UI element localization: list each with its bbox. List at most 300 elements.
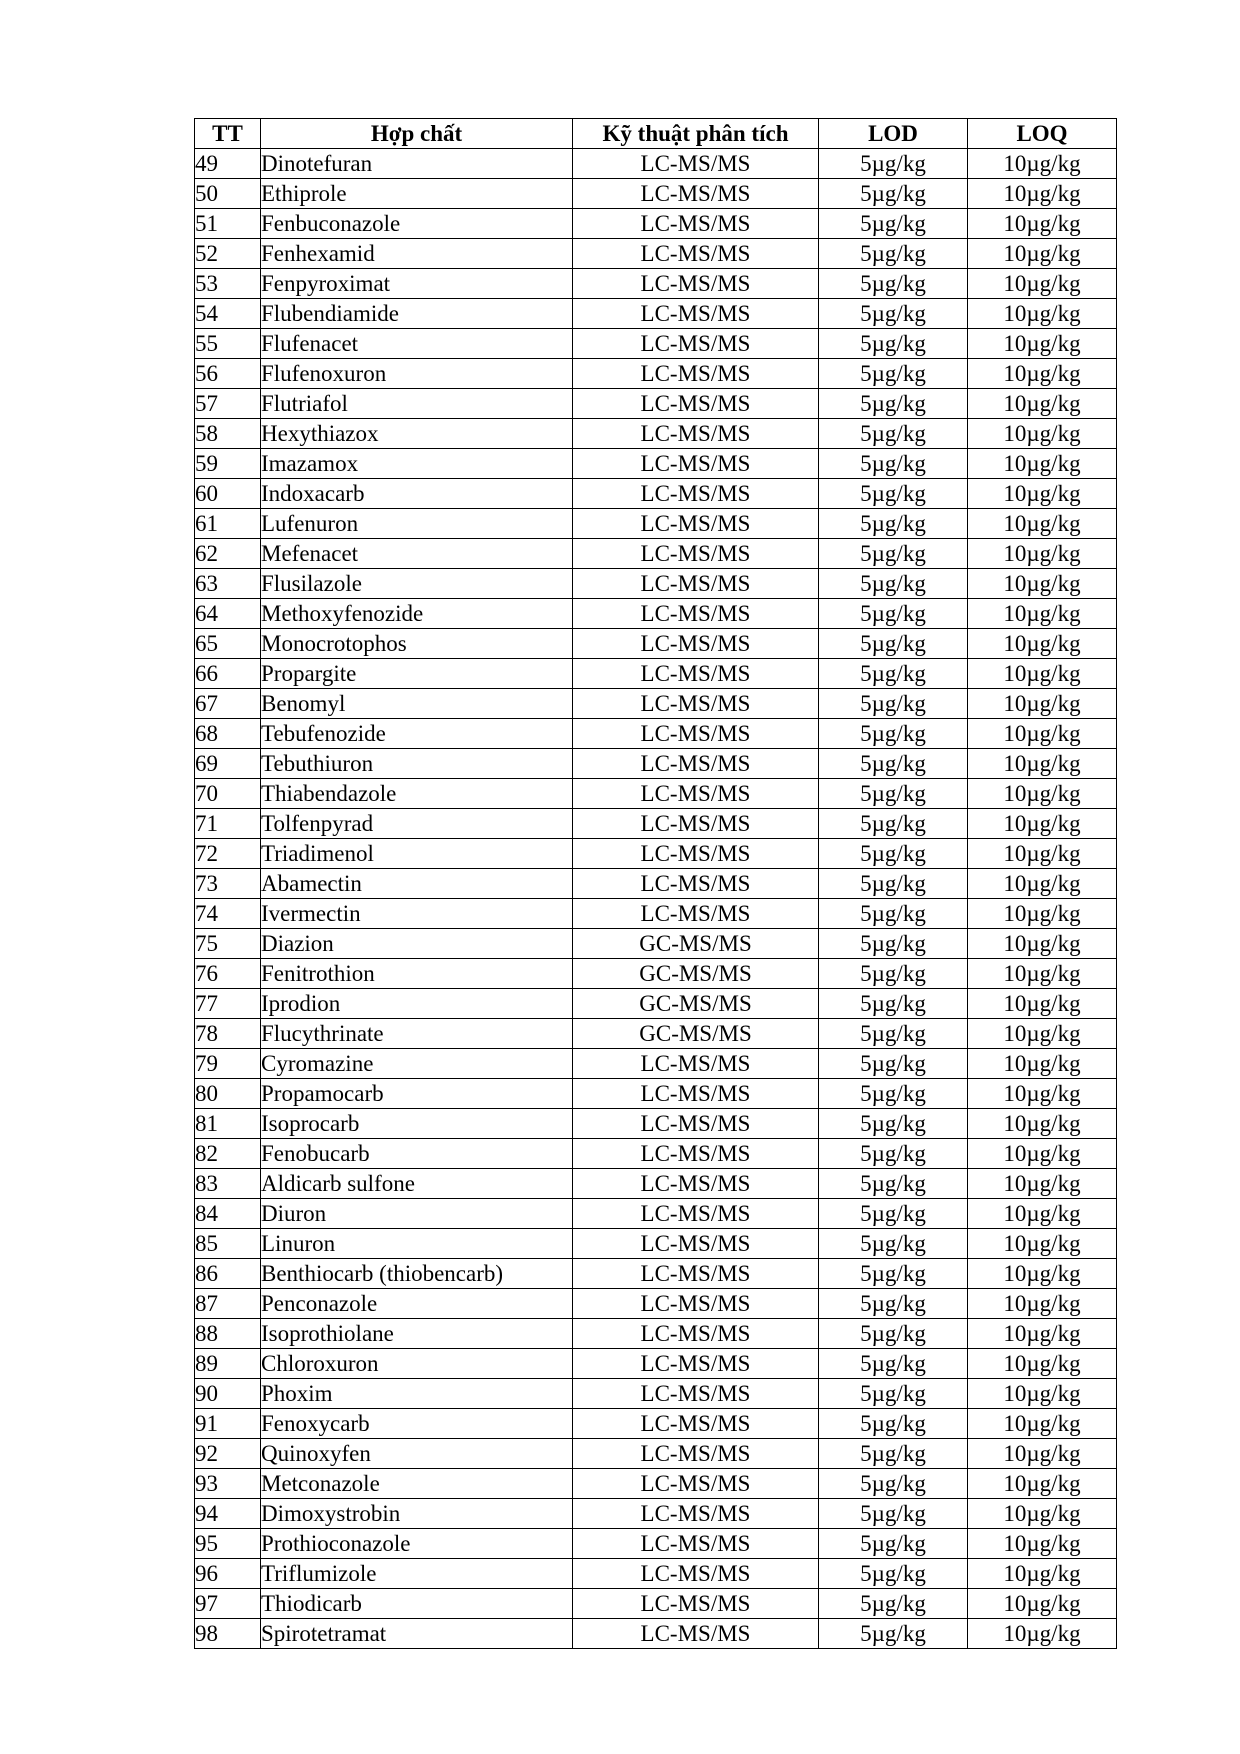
table-row [195, 509, 1117, 539]
cell-loq: 10µg/kg [968, 359, 1117, 389]
cell-technique: LC-MS/MS [573, 359, 819, 389]
cell-technique: LC-MS/MS [573, 599, 819, 629]
cell-loq: 10µg/kg [968, 479, 1117, 509]
cell-tt: 84 [195, 1199, 261, 1229]
table-row [195, 1109, 1117, 1139]
cell-lod: 5µg/kg [819, 899, 968, 929]
cell-lod: 5µg/kg [819, 1409, 968, 1439]
cell-loq: 10µg/kg [968, 1199, 1117, 1229]
cell-technique: LC-MS/MS [573, 539, 819, 569]
cell-loq: 10µg/kg [968, 929, 1117, 959]
cell-compound: Isoprocarb [261, 1109, 573, 1139]
cell-loq: 10µg/kg [968, 449, 1117, 479]
cell-technique: LC-MS/MS [573, 1319, 819, 1349]
cell-lod: 5µg/kg [819, 569, 968, 599]
table-row [195, 479, 1117, 509]
cell-technique: LC-MS/MS [573, 659, 819, 689]
header-tt: TT [195, 119, 261, 149]
table-row [195, 209, 1117, 239]
table-row [195, 1409, 1117, 1439]
cell-tt: 96 [195, 1559, 261, 1589]
cell-loq: 10µg/kg [968, 149, 1117, 179]
cell-compound: Tebuthiuron [261, 749, 573, 779]
cell-tt: 75 [195, 929, 261, 959]
header-compound: Hợp chất [261, 119, 573, 149]
cell-loq: 10µg/kg [968, 1169, 1117, 1199]
table-row [195, 389, 1117, 419]
cell-technique: LC-MS/MS [573, 1289, 819, 1319]
cell-compound: Flufenoxuron [261, 359, 573, 389]
cell-technique: LC-MS/MS [573, 1199, 819, 1229]
cell-compound: Flucythrinate [261, 1019, 573, 1049]
cell-tt: 52 [195, 239, 261, 269]
cell-loq: 10µg/kg [968, 899, 1117, 929]
cell-compound: Isoprothiolane [261, 1319, 573, 1349]
cell-loq: 10µg/kg [968, 1019, 1117, 1049]
cell-compound: Diuron [261, 1199, 573, 1229]
cell-compound: Benthiocarb (thiobencarb) [261, 1259, 573, 1289]
cell-tt: 64 [195, 599, 261, 629]
cell-loq: 10µg/kg [968, 209, 1117, 239]
cell-lod: 5µg/kg [819, 1559, 968, 1589]
cell-lod: 5µg/kg [819, 419, 968, 449]
cell-tt: 73 [195, 869, 261, 899]
cell-loq: 10µg/kg [968, 1289, 1117, 1319]
header-lod: LOD [819, 119, 968, 149]
cell-loq: 10µg/kg [968, 839, 1117, 869]
cell-compound: Flutriafol [261, 389, 573, 419]
cell-technique: LC-MS/MS [573, 719, 819, 749]
cell-lod: 5µg/kg [819, 1109, 968, 1139]
cell-tt: 88 [195, 1319, 261, 1349]
cell-lod: 5µg/kg [819, 299, 968, 329]
cell-compound: Fenhexamid [261, 239, 573, 269]
table-row [195, 1529, 1117, 1559]
cell-lod: 5µg/kg [819, 839, 968, 869]
cell-compound: Chloroxuron [261, 1349, 573, 1379]
cell-compound: Indoxacarb [261, 479, 573, 509]
table-row [195, 1319, 1117, 1349]
cell-loq: 10µg/kg [968, 1379, 1117, 1409]
table-row [195, 239, 1117, 269]
table-row [195, 449, 1117, 479]
cell-technique: LC-MS/MS [573, 329, 819, 359]
cell-lod: 5µg/kg [819, 209, 968, 239]
cell-tt: 66 [195, 659, 261, 689]
cell-compound: Quinoxyfen [261, 1439, 573, 1469]
cell-compound: Phoxim [261, 1379, 573, 1409]
cell-tt: 54 [195, 299, 261, 329]
cell-loq: 10µg/kg [968, 179, 1117, 209]
cell-loq: 10µg/kg [968, 1319, 1117, 1349]
cell-compound: Ethiprole [261, 179, 573, 209]
cell-technique: LC-MS/MS [573, 869, 819, 899]
cell-compound: Tolfenpyrad [261, 809, 573, 839]
cell-tt: 58 [195, 419, 261, 449]
cell-lod: 5µg/kg [819, 1379, 968, 1409]
cell-tt: 86 [195, 1259, 261, 1289]
cell-lod: 5µg/kg [819, 1259, 968, 1289]
cell-loq: 10µg/kg [968, 1049, 1117, 1079]
cell-technique: LC-MS/MS [573, 899, 819, 929]
cell-lod: 5µg/kg [819, 1349, 968, 1379]
cell-compound: Cyromazine [261, 1049, 573, 1079]
cell-compound: Fenpyroximat [261, 269, 573, 299]
table-row [195, 1559, 1117, 1589]
table-row [195, 1379, 1117, 1409]
cell-technique: LC-MS/MS [573, 419, 819, 449]
cell-lod: 5µg/kg [819, 1619, 968, 1649]
cell-tt: 81 [195, 1109, 261, 1139]
cell-technique: LC-MS/MS [573, 209, 819, 239]
table-row [195, 1439, 1117, 1469]
cell-compound: Linuron [261, 1229, 573, 1259]
cell-loq: 10µg/kg [968, 569, 1117, 599]
cell-technique: LC-MS/MS [573, 749, 819, 779]
cell-tt: 94 [195, 1499, 261, 1529]
cell-tt: 98 [195, 1619, 261, 1649]
cell-lod: 5µg/kg [819, 719, 968, 749]
cell-technique: LC-MS/MS [573, 1529, 819, 1559]
cell-loq: 10µg/kg [968, 1409, 1117, 1439]
cell-tt: 61 [195, 509, 261, 539]
cell-compound: Metconazole [261, 1469, 573, 1499]
table-row [195, 1169, 1117, 1199]
cell-loq: 10µg/kg [968, 719, 1117, 749]
cell-compound: Diazion [261, 929, 573, 959]
cell-compound: Hexythiazox [261, 419, 573, 449]
cell-lod: 5µg/kg [819, 1529, 968, 1559]
cell-technique: LC-MS/MS [573, 449, 819, 479]
cell-lod: 5µg/kg [819, 389, 968, 419]
cell-lod: 5µg/kg [819, 1049, 968, 1079]
cell-lod: 5µg/kg [819, 959, 968, 989]
cell-tt: 70 [195, 779, 261, 809]
cell-technique: LC-MS/MS [573, 239, 819, 269]
table-row [195, 1229, 1117, 1259]
cell-tt: 87 [195, 1289, 261, 1319]
cell-technique: LC-MS/MS [573, 1409, 819, 1439]
cell-loq: 10µg/kg [968, 1349, 1117, 1379]
cell-loq: 10µg/kg [968, 959, 1117, 989]
cell-compound: Fenobucarb [261, 1139, 573, 1169]
table-row [195, 179, 1117, 209]
table-body [195, 149, 1117, 1649]
table-row [195, 989, 1117, 1019]
header-technique: Kỹ thuật phân tích [573, 119, 819, 149]
table-row [195, 719, 1117, 749]
table-row [195, 749, 1117, 779]
cell-loq: 10µg/kg [968, 1139, 1117, 1169]
cell-technique: LC-MS/MS [573, 509, 819, 539]
cell-tt: 82 [195, 1139, 261, 1169]
table-row [195, 1259, 1117, 1289]
cell-lod: 5µg/kg [819, 1499, 968, 1529]
cell-lod: 5µg/kg [819, 1199, 968, 1229]
cell-lod: 5µg/kg [819, 539, 968, 569]
cell-technique: LC-MS/MS [573, 689, 819, 719]
cell-tt: 65 [195, 629, 261, 659]
table-row [195, 1289, 1117, 1319]
cell-loq: 10µg/kg [968, 1619, 1117, 1649]
cell-tt: 60 [195, 479, 261, 509]
cell-tt: 49 [195, 149, 261, 179]
cell-compound: Fenitrothion [261, 959, 573, 989]
cell-loq: 10µg/kg [968, 1529, 1117, 1559]
cell-technique: LC-MS/MS [573, 839, 819, 869]
limits-table [194, 118, 1117, 1649]
cell-compound: Dinotefuran [261, 149, 573, 179]
table-row [195, 329, 1117, 359]
cell-loq: 10µg/kg [968, 269, 1117, 299]
table-row [195, 899, 1117, 929]
cell-lod: 5µg/kg [819, 479, 968, 509]
cell-compound: Flufenacet [261, 329, 573, 359]
cell-loq: 10µg/kg [968, 299, 1117, 329]
cell-lod: 5µg/kg [819, 1469, 968, 1499]
cell-tt: 80 [195, 1079, 261, 1109]
cell-technique: LC-MS/MS [573, 629, 819, 659]
cell-technique: LC-MS/MS [573, 1469, 819, 1499]
cell-compound: Prothioconazole [261, 1529, 573, 1559]
cell-tt: 78 [195, 1019, 261, 1049]
cell-tt: 68 [195, 719, 261, 749]
cell-loq: 10µg/kg [968, 1109, 1117, 1139]
cell-tt: 85 [195, 1229, 261, 1259]
cell-technique: LC-MS/MS [573, 1229, 819, 1259]
cell-compound: Thiabendazole [261, 779, 573, 809]
cell-tt: 56 [195, 359, 261, 389]
cell-lod: 5µg/kg [819, 1439, 968, 1469]
table-row [195, 1349, 1117, 1379]
cell-tt: 92 [195, 1439, 261, 1469]
cell-loq: 10µg/kg [968, 1589, 1117, 1619]
cell-tt: 63 [195, 569, 261, 599]
cell-tt: 83 [195, 1169, 261, 1199]
header-loq: LOQ [968, 119, 1117, 149]
table-row [195, 1049, 1117, 1079]
cell-lod: 5µg/kg [819, 689, 968, 719]
cell-compound: Penconazole [261, 1289, 573, 1319]
cell-lod: 5µg/kg [819, 1229, 968, 1259]
cell-technique: LC-MS/MS [573, 149, 819, 179]
cell-tt: 77 [195, 989, 261, 1019]
cell-technique: GC-MS/MS [573, 929, 819, 959]
table-row [195, 839, 1117, 869]
cell-loq: 10µg/kg [968, 1229, 1117, 1259]
table-row [195, 1019, 1117, 1049]
cell-technique: LC-MS/MS [573, 1589, 819, 1619]
cell-loq: 10µg/kg [968, 329, 1117, 359]
table-row [195, 1589, 1117, 1619]
cell-compound: Propamocarb [261, 1079, 573, 1109]
cell-compound: Triadimenol [261, 839, 573, 869]
cell-loq: 10µg/kg [968, 989, 1117, 1019]
cell-lod: 5µg/kg [819, 179, 968, 209]
cell-compound: Monocrotophos [261, 629, 573, 659]
cell-lod: 5µg/kg [819, 449, 968, 479]
table-row [195, 1079, 1117, 1109]
table-row [195, 1139, 1117, 1169]
cell-lod: 5µg/kg [819, 659, 968, 689]
cell-technique: LC-MS/MS [573, 1079, 819, 1109]
cell-lod: 5µg/kg [819, 1289, 968, 1319]
cell-loq: 10µg/kg [968, 749, 1117, 779]
cell-lod: 5µg/kg [819, 239, 968, 269]
cell-tt: 59 [195, 449, 261, 479]
cell-lod: 5µg/kg [819, 1169, 968, 1199]
cell-technique: LC-MS/MS [573, 479, 819, 509]
cell-compound: Benomyl [261, 689, 573, 719]
cell-compound: Fenoxycarb [261, 1409, 573, 1439]
cell-lod: 5µg/kg [819, 809, 968, 839]
cell-tt: 74 [195, 899, 261, 929]
cell-loq: 10µg/kg [968, 779, 1117, 809]
cell-loq: 10µg/kg [968, 1499, 1117, 1529]
cell-loq: 10µg/kg [968, 1259, 1117, 1289]
table-row [195, 569, 1117, 599]
cell-loq: 10µg/kg [968, 1079, 1117, 1109]
cell-tt: 62 [195, 539, 261, 569]
cell-loq: 10µg/kg [968, 1559, 1117, 1589]
cell-loq: 10µg/kg [968, 869, 1117, 899]
cell-technique: LC-MS/MS [573, 1499, 819, 1529]
cell-compound: Methoxyfenozide [261, 599, 573, 629]
cell-compound: Mefenacet [261, 539, 573, 569]
cell-loq: 10µg/kg [968, 659, 1117, 689]
cell-lod: 5µg/kg [819, 359, 968, 389]
cell-loq: 10µg/kg [968, 689, 1117, 719]
cell-compound: Fenbuconazole [261, 209, 573, 239]
cell-lod: 5µg/kg [819, 929, 968, 959]
cell-loq: 10µg/kg [968, 509, 1117, 539]
cell-lod: 5µg/kg [819, 779, 968, 809]
table-row [195, 689, 1117, 719]
cell-technique: LC-MS/MS [573, 1559, 819, 1589]
cell-lod: 5µg/kg [819, 869, 968, 899]
cell-tt: 89 [195, 1349, 261, 1379]
cell-tt: 91 [195, 1409, 261, 1439]
cell-tt: 72 [195, 839, 261, 869]
cell-compound: Thiodicarb [261, 1589, 573, 1619]
cell-lod: 5µg/kg [819, 749, 968, 779]
table-row [195, 149, 1117, 179]
cell-tt: 51 [195, 209, 261, 239]
table-row [195, 1619, 1117, 1649]
cell-lod: 5µg/kg [819, 1139, 968, 1169]
cell-loq: 10µg/kg [968, 599, 1117, 629]
cell-lod: 5µg/kg [819, 149, 968, 179]
cell-compound: Triflumizole [261, 1559, 573, 1589]
table-row [195, 959, 1117, 989]
cell-tt: 79 [195, 1049, 261, 1079]
cell-tt: 69 [195, 749, 261, 779]
cell-loq: 10µg/kg [968, 239, 1117, 269]
cell-tt: 95 [195, 1529, 261, 1559]
cell-tt: 97 [195, 1589, 261, 1619]
table-row [195, 629, 1117, 659]
table-row [195, 929, 1117, 959]
cell-lod: 5µg/kg [819, 1019, 968, 1049]
cell-technique: LC-MS/MS [573, 1439, 819, 1469]
cell-loq: 10µg/kg [968, 629, 1117, 659]
cell-technique: LC-MS/MS [573, 569, 819, 599]
cell-tt: 53 [195, 269, 261, 299]
table-row [195, 539, 1117, 569]
table-row [195, 779, 1117, 809]
cell-lod: 5µg/kg [819, 1079, 968, 1109]
cell-loq: 10µg/kg [968, 1469, 1117, 1499]
table-row [195, 269, 1117, 299]
cell-tt: 57 [195, 389, 261, 419]
cell-lod: 5µg/kg [819, 509, 968, 539]
cell-lod: 5µg/kg [819, 1589, 968, 1619]
cell-lod: 5µg/kg [819, 989, 968, 1019]
cell-compound: Tebufenozide [261, 719, 573, 749]
cell-technique: LC-MS/MS [573, 1379, 819, 1409]
cell-technique: GC-MS/MS [573, 989, 819, 1019]
cell-compound: Lufenuron [261, 509, 573, 539]
cell-compound: Propargite [261, 659, 573, 689]
cell-tt: 67 [195, 689, 261, 719]
cell-compound: Ivermectin [261, 899, 573, 929]
cell-tt: 71 [195, 809, 261, 839]
table-row [195, 419, 1117, 449]
cell-lod: 5µg/kg [819, 329, 968, 359]
table-row [195, 1199, 1117, 1229]
cell-tt: 90 [195, 1379, 261, 1409]
cell-compound: Imazamox [261, 449, 573, 479]
cell-technique: LC-MS/MS [573, 389, 819, 419]
cell-tt: 93 [195, 1469, 261, 1499]
cell-loq: 10µg/kg [968, 389, 1117, 419]
cell-lod: 5µg/kg [819, 629, 968, 659]
table-row [195, 869, 1117, 899]
cell-technique: LC-MS/MS [573, 1049, 819, 1079]
cell-compound: Flusilazole [261, 569, 573, 599]
cell-technique: LC-MS/MS [573, 299, 819, 329]
table-row [195, 599, 1117, 629]
cell-technique: LC-MS/MS [573, 1619, 819, 1649]
cell-loq: 10µg/kg [968, 1439, 1117, 1469]
cell-compound: Dimoxystrobin [261, 1499, 573, 1529]
cell-compound: Aldicarb sulfone [261, 1169, 573, 1199]
cell-compound: Abamectin [261, 869, 573, 899]
cell-compound: Spirotetramat [261, 1619, 573, 1649]
cell-tt: 50 [195, 179, 261, 209]
cell-loq: 10µg/kg [968, 809, 1117, 839]
cell-technique: LC-MS/MS [573, 1109, 819, 1139]
cell-technique: LC-MS/MS [573, 779, 819, 809]
table-header-row [195, 119, 1117, 149]
cell-technique: LC-MS/MS [573, 1349, 819, 1379]
cell-tt: 55 [195, 329, 261, 359]
cell-lod: 5µg/kg [819, 269, 968, 299]
cell-loq: 10µg/kg [968, 539, 1117, 569]
cell-technique: LC-MS/MS [573, 1259, 819, 1289]
cell-technique: LC-MS/MS [573, 179, 819, 209]
cell-lod: 5µg/kg [819, 1319, 968, 1349]
table-row [195, 299, 1117, 329]
cell-technique: GC-MS/MS [573, 1019, 819, 1049]
cell-lod: 5µg/kg [819, 599, 968, 629]
cell-technique: LC-MS/MS [573, 1169, 819, 1199]
cell-technique: LC-MS/MS [573, 809, 819, 839]
cell-technique: GC-MS/MS [573, 959, 819, 989]
cell-technique: LC-MS/MS [573, 269, 819, 299]
cell-compound: Iprodion [261, 989, 573, 1019]
table-row [195, 359, 1117, 389]
